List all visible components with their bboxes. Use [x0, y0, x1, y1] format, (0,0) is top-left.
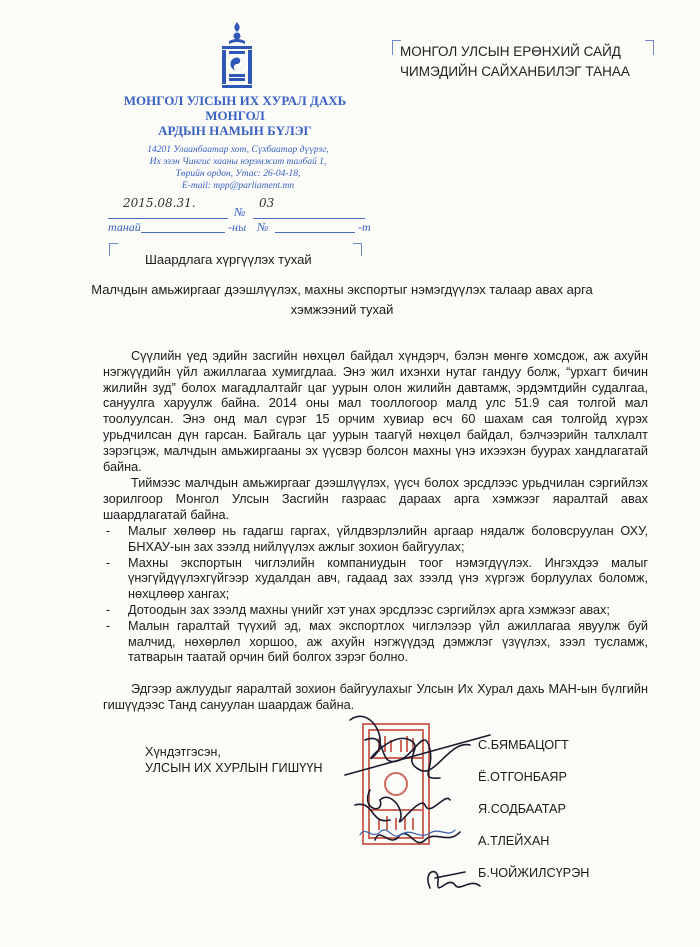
date-value: 2015.08.31.: [123, 196, 196, 210]
signer-name: Я.СОДБААТАР: [478, 802, 566, 816]
measures-list: [103, 524, 648, 666]
list-item: - Малын гаралтай түүхий эд, мах экспортлох чиглэлээр үйл ажиллагаа явуулж буй малчид, нөхөрлөл хоршоо, аж ахуйн нэгжүүдэд дэмжлэг үзүүлэх, зээл тусламж, татварын таатай орчин бий болгох зэрэг болно.: [103, 619, 648, 666]
number-value: 03: [259, 196, 275, 210]
list-item: - Малыг хөлөөр нь гадагш гаргах, үйлдвэрлэлийн аргаар нядалж боловсруулан ОХУ, БНХАУ-ын зах зээлд нийлүүлэх ажлыг зохион байгуулах;: [103, 524, 648, 556]
subject-corner-right: [353, 243, 362, 256]
paragraph-2-text: Тиймээс малчдын амьжиргааг дээшлүүлэх, үүсч болох эрсдлээс урьдчилан сэргийлэх зорилгоор Монгол Улсын Засгийн газраас дараах арга хэмжээг яаралтай авах шаардлагатай байна.: [103, 476, 648, 522]
closing-text: Эдгээр ажлуудыг яаралтай зохион байгуулахыг Улсын Их Хурал дахь МАН-ын бүлгийн гишүүдээс Танд сануулан шаардаж байна.: [103, 682, 648, 712]
reply-date-field: [141, 218, 225, 233]
signer-position: УЛСЫН ИХ ХУРЛЫН ГИШҮҮН: [145, 761, 323, 775]
recipient-line2: ЧИМЭДИЙН САЙХАНБИЛЭГ ТАНАА: [400, 64, 630, 79]
number-field: [253, 196, 365, 219]
regards-text: Хүндэтгэсэн,: [145, 745, 221, 759]
email-line: E-mail: mpp@parliament.mn: [181, 181, 295, 191]
address-line2: Их эзэн Чингис хааны нэрэмжит талбай 1,: [149, 157, 327, 167]
address-line1: 14201 Улаанбаатар хот, Сүхбаатар дүүрэг,: [147, 145, 329, 155]
subject-line: Шаардлага хүргүүлэх тухай: [145, 252, 312, 267]
signer-name: Ё.ОТГОНБАЯР: [478, 770, 567, 784]
list-item: - Махны экспортын чиглэлийн компаниудын тоог нэмэгдүүлэх. Ингэхдээ малыг үнэгүйдүүлэхгүйгээр худалдан авч, гадаад зах зээлд үнэ хүргэж борлуулах боломж, нөхцлөөр хангах;: [103, 556, 648, 603]
reply-suffix: -т: [358, 220, 371, 234]
reply-number-label: №: [257, 220, 269, 234]
recipient-line1: МОНГОЛ УЛСЫН ЕРӨНХИЙ САЙД: [400, 44, 621, 59]
signer-name: А.ТЛЕЙХАН: [478, 834, 550, 848]
body-paragraph-1: [103, 349, 648, 475]
number-label: №: [234, 205, 246, 219]
list-item: - Дотоодын зах зээлд махны үнийг хэт унах эрсдлээс сэргийлэх арга хэмжээг авах;: [103, 603, 648, 619]
signer-name: Б.ЧОЙЖИЛСҮРЭН: [478, 866, 590, 880]
org-name-line2: МОНГОЛ: [205, 108, 265, 123]
subject-corner-left: [109, 243, 118, 256]
title-line1: Малчдын амьжиргааг дээшлүүлэх, махны экспортыг нэмэгдүүлэх талаар авах арга: [91, 282, 593, 297]
soyombo-emblem-icon: [212, 20, 262, 92]
paragraph-1-text: Сүүлийн үед эдийн засгийн нөхцөл байдал хүндэрч, бэлэн мөнгө хомсдож, аж ахуйн нэгжүүдийн үйл ажиллагаа хумигдлаа. Энэ жил ихэнхи нутаг гандуу болж, “урхагт бичин жилийн зуд” болох магадлалтайг цаг уурын олон жилийн давтамж, эрдэмтдийн судалгаа, сануулга харуулж байна. 2014 оны мал тооллогоор малд улс 51.9 сая толгой мал тоолуулсан. Энэ онд мал сүрэг 15 орчим хувиар өсч 60 шахам сая толгойд хүрэх урьдчилсан дүн гарсан. Байгаль цаг уурын таагүй нөхцөл байдал, бэлчээрийн талхлалт зэрэгцэж, малчдын амьжиргааны эх үүсвэр болсон махны үнэ ихээхэн буурах хандлагатай байна.: [103, 349, 648, 474]
reply-prefix: танай: [108, 220, 141, 234]
title-line2: хэмжээний тухай: [290, 302, 394, 317]
org-name-line3: АРДЫН НАМЫН БҮЛЭГ: [158, 123, 312, 138]
reply-mid: -ны: [228, 220, 247, 234]
document-title: [62, 280, 622, 320]
reply-number-field: [275, 218, 355, 233]
signer-name: С.БЯМБАЦОГТ: [478, 738, 569, 752]
body-paragraph-2: [103, 476, 648, 523]
org-name-line1: МОНГОЛ УЛСЫН ИХ ХУРАЛ ДАХЬ: [123, 93, 347, 108]
recipient: [400, 42, 655, 82]
date-field: [108, 196, 228, 219]
address-line3: Төрийн ордон, Утас: 26-04-18,: [175, 169, 301, 179]
